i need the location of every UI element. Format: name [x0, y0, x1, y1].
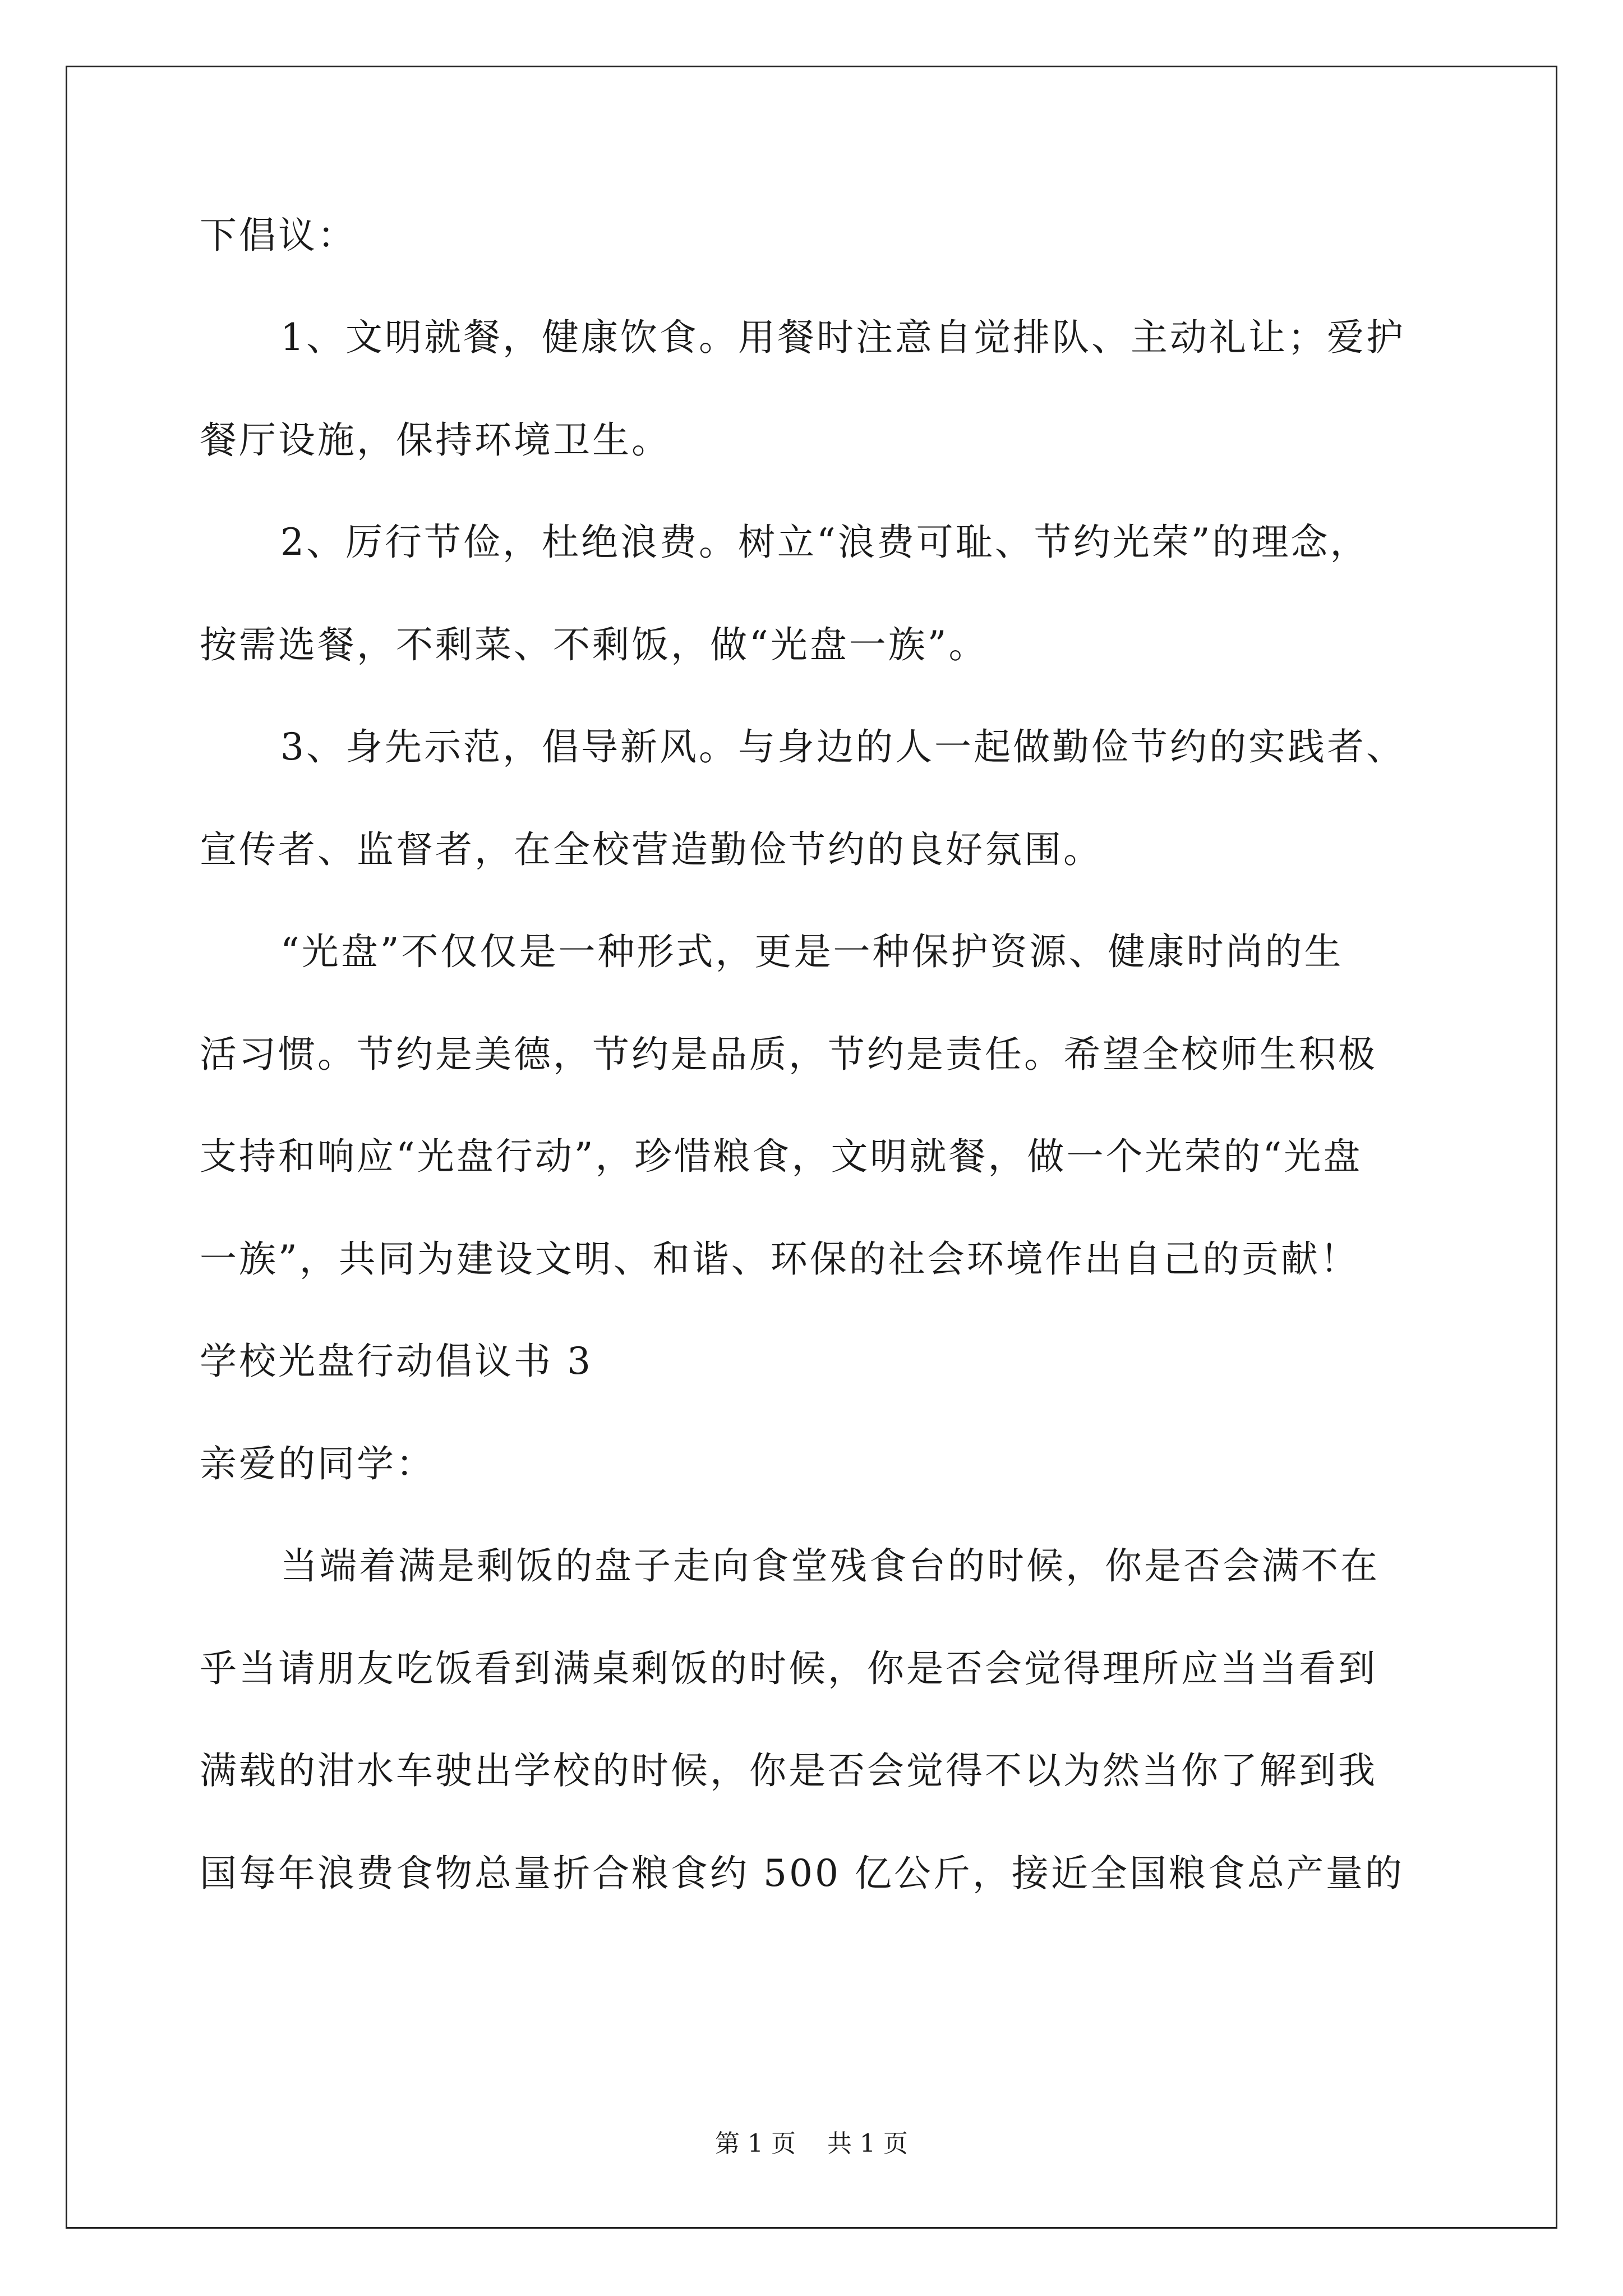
- text-line: 支持和响应“光盘行动”，珍惜粮食，文明就餐，做一个光荣的“光盘: [200, 1135, 1363, 1178]
- text-line: 2、厉行节俭，杜绝浪费。树立“浪费可耻、节约光荣”的理念，: [280, 521, 1370, 564]
- text-line: 餐厅设施，保持环境卫生。: [200, 418, 671, 462]
- text-line: 宣传者、监督者，在全校营造勤俭节约的良好氛围。: [200, 828, 1103, 871]
- page-number-footer: 第 1 页 共 1 页: [715, 2129, 908, 2158]
- text-line: 按需选餐，不剩菜、不剩饭，做“光盘一族”。: [200, 623, 988, 666]
- text-line: 3、身先示范，倡导新风。与身边的人一起做勤俭节约的实践者、: [280, 725, 1405, 769]
- text-line: 1、文明就餐，健康饮食。用餐时注意自觉排队、主动礼让；爱护: [280, 316, 1405, 359]
- text-line: 当端着满是剩饭的盘子走向食堂残食台的时候，你是否会满不在: [280, 1544, 1380, 1588]
- salutation: 亲爱的同学：: [200, 1442, 435, 1485]
- text-line: 一族”，共同为建设文明、和谐、环保的社会环境作出自己的贡献！: [200, 1237, 1359, 1281]
- text-line: 下倡议：: [200, 214, 357, 257]
- text-line: 满载的泔水车驶出学校的时候，你是否会觉得不以为然当你了解到我: [200, 1749, 1377, 1792]
- text-line: “光盘”不仅仅是一种形式，更是一种保护资源、健康时尚的生: [280, 930, 1344, 973]
- text-line: 国每年浪费食物总量折合粮食约 500 亿公斤，接近全国粮食总产量的: [200, 1852, 1404, 1895]
- text-line: 活习惯。节约是美德，节约是品质，节约是责任。希望全校师生积极: [200, 1033, 1377, 1076]
- section-heading: 学校光盘行动倡议书 3: [200, 1340, 593, 1383]
- text-line: 乎当请朋友吃饭看到满桌剩饭的时候，你是否会觉得理所应当当看到: [200, 1647, 1377, 1690]
